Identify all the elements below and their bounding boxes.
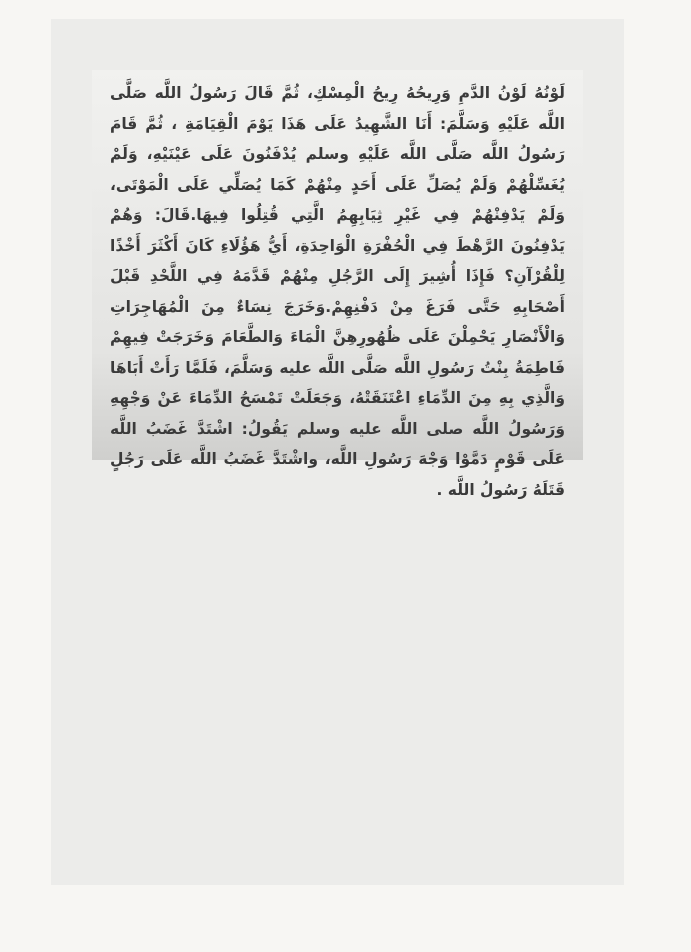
text-card bbox=[92, 70, 583, 499]
document-page bbox=[51, 19, 624, 885]
body-paragraph: لَوْنُهُ لَوْنُ الدَّمِ وَرِيحُهُ رِيحُ الْمِسْكِ، ثُمَّ قَالَ رَسُولُ اللَّه صَلَّى اللَّه عَلَيْهِ وَسَلَّمَ: أَنَا الشَّهِيدُ عَلَى هَذَا يَوْمَ الْقِيَامَةِ ، ثُمَّ قَامَ رَسُولُ اللَّه صَلَّى اللَّه عَلَيْهِ وسلم يُدْفَنُونَ عَلَى عَيْنَيْهِ، وَلَمْ يُغَسِّلْهُمْ وَلَمْ يُصَلِّ عَلَى أَحَدٍ مِنْهُمْ كَمَا يُصَلِّي عَلَى الْمَوْتَى، وَلَمْ يَدْفِنْهُمْ فِي غَيْرِ ثِيَابِهِمُ الَّتِي قُتِلُوا فِيهَا.قَالَ: وَهُمْ يَدْفِنُونَ الرَّهْطَ فِي الْحُفْرَةِ الْوَاحِدَةِ، أَيُّ هَؤُلَاءِ كَانَ أَكْثَرَ أَخْذًا لِلْقُرْآنِ؟ فَإِذَا أُشِيرَ إِلَى الرَّجُلِ مِنْهُمْ قَدَّمَهُ فِي اللَّحْدِ قَبْلَ أَصْحَابِهِ حَتَّى فَرَغَ مِنْ دَفْنِهِمْ.وَخَرَجَ نِسَاءٌ مِنَ الْمُهَاجِرَاتِ وَالْأَنْصَارِ يَحْمِلْنَ عَلَى ظُهُورِهِنَّ الْمَاءَ وَالطَّعَامَ وَخَرَجَتْ فِيهِمْ فَاطِمَةُ بِنْتُ رَسُولِ اللَّه صَلَّى اللَّه عليه وَسَلَّمَ، فَلَمَّا رَأَتْ أَبَاهَا وَالَّذِي بِهِ مِنَ الدِّمَاءِ اعْتَنَقَتْهُ، وَجَعَلَتْ تَمْسَحُ الدِّمَاءَ عَنْ وَجْهِهِ وَرَسُولُ اللَّه صلى اللَّه عليه وسلم يَقُولُ: اشْتَدَّ غَضَبُ اللَّه عَلَى قَوْمٍ دَمَّوْا وَجْهَ رَسُولِ اللَّه، واشْتَدَّ غَضَبُ اللَّه عَلَى رَجُلٍ قَتَلَهُ رَسُولُ اللَّه . bbox=[110, 84, 565, 499]
